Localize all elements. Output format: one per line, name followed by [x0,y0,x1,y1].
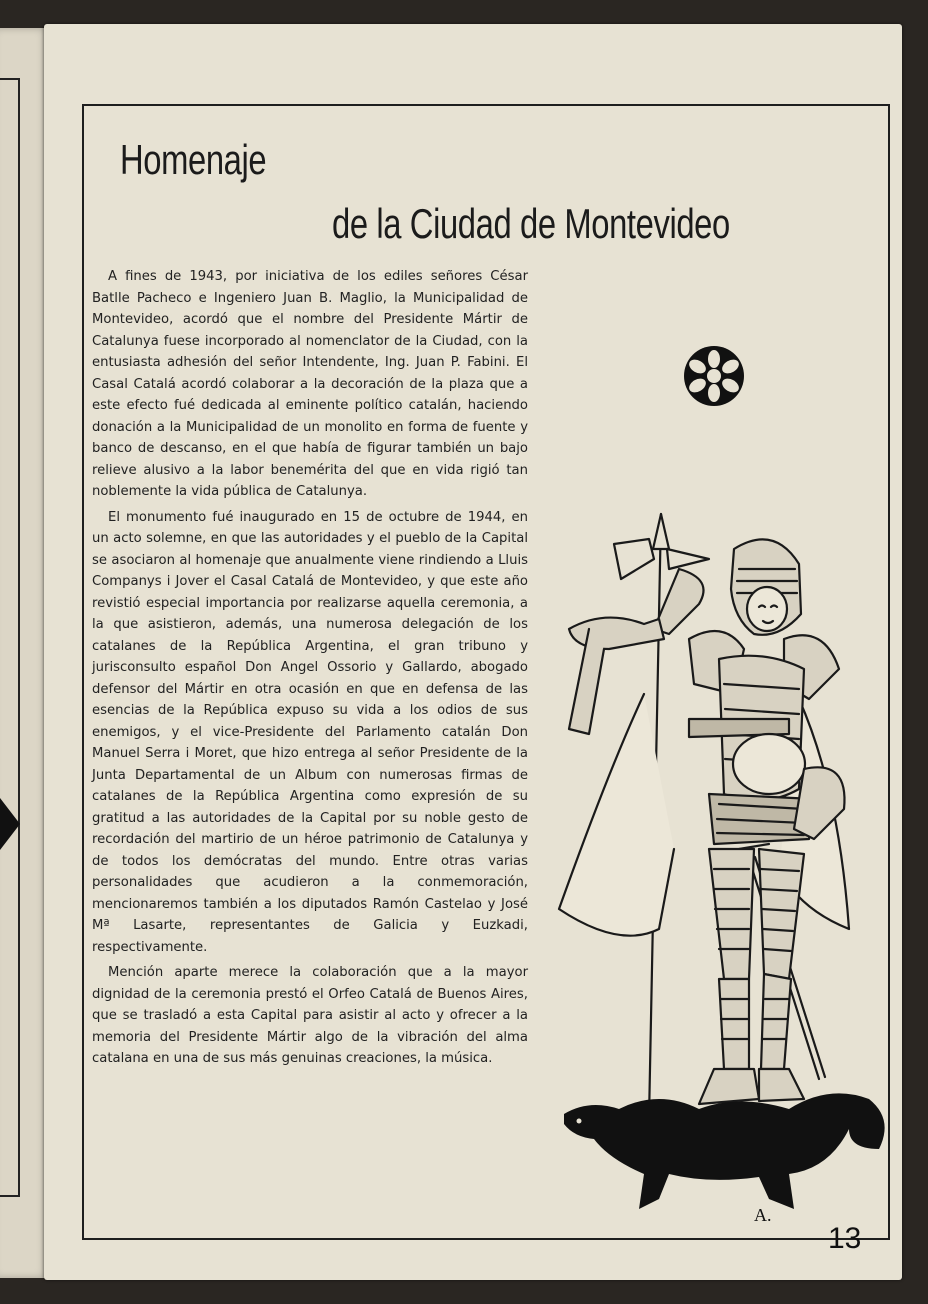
article-paragraph: El monumento fué inaugurado en 15 de octubre de 1944, en un acto solemne, en que las autoridades y el pueblo de la Capital se asociaron al homenaje que anualmente viene rindiendo a Lluis Companys i Jover el Casal Catalá de Montevideo, y que este año revistió especial importancia por realizarse aquella ceremonia, a la que asistieron, además, una numerosa delegación de los catalanes de la República Argentina, el gran tribuno y jurisconsulto español Don Angel Ossorio y Gallardo, abogado defensor del Mártir en otra ocasión en que en defensa de las esencias de la República expuso su vida a los odios de sus enemigos, y el vice-Presidente del Parlamento catalán Don Manuel Serra i Moret, que hizo entrega al señor Presidente de la Junta Departamental de un Album con numerosas firmas de catalanes de la República Argentina como expresión de su gratitud a las autoridades de la Capital por su noble gesto de recordación del martirio de un héroe patrimonio de Catalunya y de todos los demócratas del mundo. Entre otras varias personalidades que acudieron a la conmemoración, mencionaremos también a los diputados Ramón Castelao y José Mª Lasarte, representantes de Galicia y Euzkadi, respectivamente. [92,509,528,955]
knight-illustration [549,509,899,1229]
article-title-line-1: Homenaje [120,136,267,183]
facing-page-triangle-mark [0,798,20,850]
facing-page-edge [0,28,50,1278]
page [44,24,902,1280]
page-number: 13 [828,1222,862,1255]
article-body [92,266,528,1074]
asterisk-ornament-icon [682,344,746,408]
article-paragraph: A fines de 1943, por iniciativa de los ediles señores César Batlle Pacheco e Ingeniero Juan B. Maglio, la Municipalidad de Montevideo, acordó que el nombre del Presidente Mártir de Catalunya fuese incorporado al nomenclator de la Ciudad, con la entusiasta adhesión del señor Intendente, Ing. Juan P. Fabini. El Casal Catalá acordó colaborar a la decoración de la plaza que a este efecto fué dedicada al eminente político catalán, haciendo donación a la Municipalidad de un monolito en forma de fuente y banco de descanso, en el que había de figurar también un bajo relieve alusivo a la labor benemérita del que en vida rigió tan noblemente la vida pública de Catalunya. [92,269,528,499]
article-paragraph: Mención aparte merece la colaboración que a la mayor dignidad de la ceremonia prestó el Orfeo Catalá de Buenos Aires, que se trasladó a esta Capital para asistir al acto y ofrecer a la memoria del Presidente Mártir algo de la vibración del alma catalana en una de sus más genuinas creaciones, la música. [92,965,528,1066]
facing-page-frame [0,78,20,1197]
article-title-line-2: de la Ciudad de Montevideo [332,200,730,247]
illustration-signature: A. [754,1205,772,1225]
